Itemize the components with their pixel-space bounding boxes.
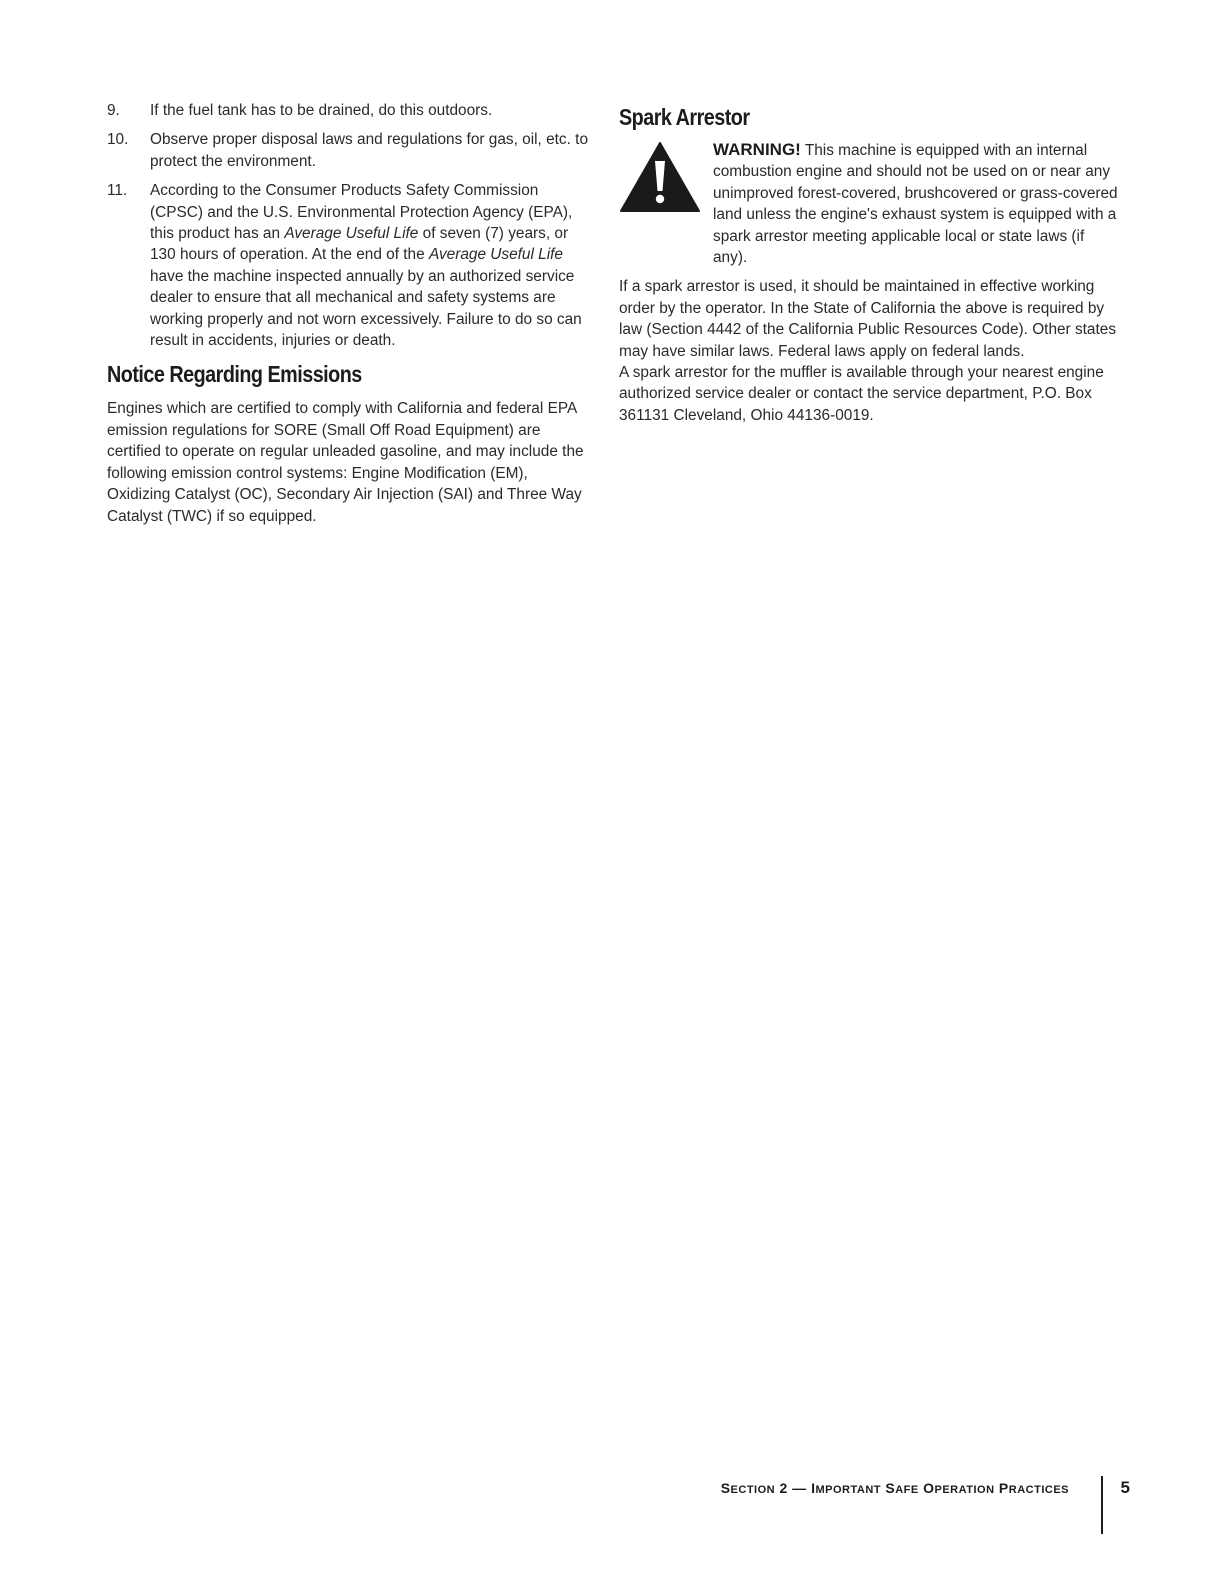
list-item-number: 11.: [107, 182, 128, 200]
footer-cap: I: [811, 1480, 816, 1496]
right-column: [619, 100, 1119, 426]
warning-body: This machine is equipped with an internal combustion engine and should not be used on or near any unimproved forest-covered, brushcovered or grass-covered land unless the engine's exhaust system is equipped with a spark arrestor meeting applicable local or state laws (if any).: [713, 142, 1118, 267]
footer-cap: S: [720, 1480, 731, 1496]
list-item-text-part: of seven (7) years, or 130 hours of operation. At the end of the: [150, 225, 569, 264]
list-item-number: 10.: [107, 131, 129, 149]
list-item-text-part: According to the Consumer Products Safety Commission (CPSC) and the U.S. Environmental Protection Agency (EPA), this product has an: [150, 182, 573, 243]
left-column: [107, 100, 595, 527]
footer-small: MPORTANT: [815, 1484, 881, 1496]
spark-paragraph-1: If a spark arrestor is used, it should be maintained in effective working order by the operator. In the State of California the above is required by law (Section 4442 of the California Public Resources Code). Other states may have similar laws. Federal laws apply on federal lands.: [619, 278, 1117, 360]
footer-section-title: [721, 1480, 1069, 1496]
list-item-text: Observe proper disposal laws and regulations for gas, oil, etc. to protect the environment.: [150, 131, 589, 170]
safety-list: [107, 100, 595, 351]
footer-small: AFE: [895, 1484, 919, 1496]
spark-paragraph-2: A spark arrestor for the muffler is available through your nearest engine authorized service dealer or contact the service department, P.O. Box 361131 Cleveland, Ohio 44136-0019.: [619, 364, 1104, 424]
list-item-number: 9.: [107, 102, 120, 119]
list-item-text-part: have the machine inspected annually by an authorized service dealer to ensure that all mechanical and safety systems are working properly and not worn excessively. Failure to do so can result in accidents, injuries or death.: [150, 267, 582, 350]
list-item-text: If the fuel tank has to be drained, do this outdoors.: [150, 102, 493, 119]
warning-triangle-icon: [619, 139, 713, 268]
emissions-heading: Notice Regarding Emissions: [107, 361, 362, 388]
list-item-text: [150, 180, 595, 351]
footer-small: ECTION: [730, 1484, 776, 1496]
spark-arrestor-heading: Spark Arrestor: [619, 104, 750, 130]
footer-cap: O: [918, 1480, 935, 1496]
list-item: [107, 129, 595, 172]
footer-cap: P: [994, 1480, 1009, 1496]
footer-divider: [1101, 1476, 1103, 1534]
warning-label: WARNING!: [713, 140, 801, 159]
page-number: 5: [1120, 1478, 1130, 1497]
warning-text: [713, 139, 1119, 268]
list-item-emphasis: Average Useful Life: [428, 246, 563, 264]
page-footer: [600, 1476, 1130, 1536]
warning-block: [619, 139, 1119, 268]
footer-cap: S: [880, 1480, 896, 1496]
footer-small: RACTICES: [1008, 1484, 1069, 1496]
footer-small: PERATION: [934, 1484, 995, 1496]
emissions-paragraph: Engines which are certified to comply with California and federal EPA emission regulations for SORE (Small Off Road Equipment) are certified to operate on regular unleaded gasoline, and may include the following emission control systems: Engine Modification (EM), Oxidizing Catalyst (OC), Secondary Air Injection (SAI) and Three Way Catalyst (TWC) if so equipped.: [107, 400, 584, 525]
list-item: [107, 180, 595, 351]
list-item-emphasis: Average Useful Life: [284, 225, 419, 243]
list-item: [107, 100, 595, 121]
footer-section-number: 2 —: [775, 1480, 812, 1496]
